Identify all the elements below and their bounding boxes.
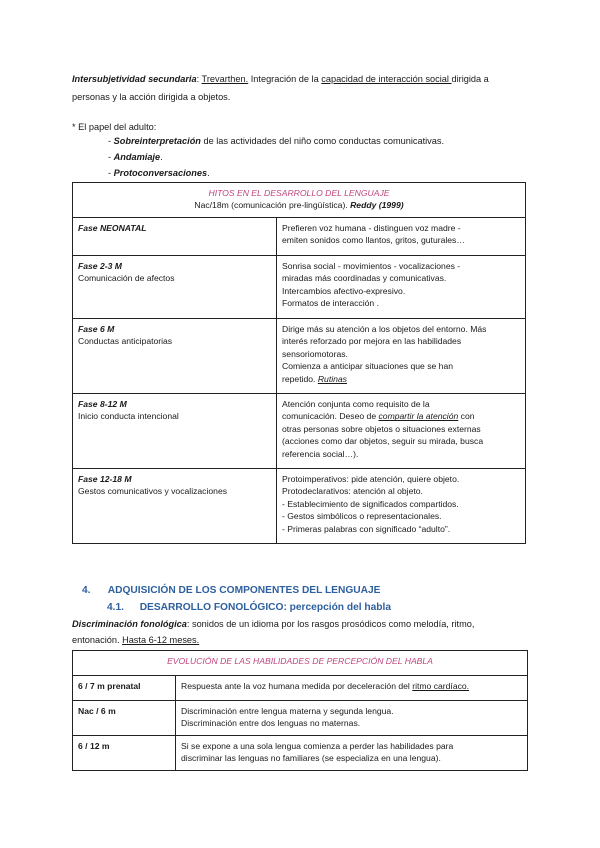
phase-label: Fase NEONATAL [78, 223, 147, 233]
phase-label: Fase 6 M [78, 324, 115, 334]
intro-term: Intersubjetividad secundaria [72, 74, 197, 84]
compartir-atencion: compartir la atención [378, 411, 459, 422]
intro-underlined: capacidad de interacción social [321, 74, 452, 84]
adult-role-heading: * El papel del adulto: [72, 122, 157, 132]
section-4-heading: 4. ADQUISICIÓN DE LOS COMPONENTES DEL LENGUAJE [82, 585, 381, 596]
intro-line2: personas y la acción dirigida a objetos. [72, 92, 231, 102]
phase-label: Fase 8-12 M [78, 399, 127, 409]
table-row: Fase 12-18 M Gestos comunicativos y vocalizaciones Protoimperativos: pide atención, quiere objeto. Protodeclarativos: atención al objeto. - Establecimiento de significados compartidos. - Gestos simbólicos o representacionales. - Primeras palabras con significado “adulto”. [73, 469, 526, 544]
age-label: 6 / 7 m prenatal [73, 676, 176, 701]
intro-author: Trevarthen. [201, 74, 249, 84]
table-row: 6 / 12 m Si se expone a una sola lengua comienza a perder las habilidades para discriminar las lenguas no familiares (se especializa en una lengua). [73, 736, 528, 771]
phase-label: Fase 2-3 M [78, 261, 122, 271]
adult-role-item-3: - Protoconversaciones. [108, 168, 210, 178]
phon-line2: entonación. Hasta 6-12 meses. [72, 635, 200, 645]
speech-perception-table [72, 650, 528, 771]
milestones-table-subtitle: Nac/18m (comunicación pre-lingüística). Reddy (1999) [194, 200, 404, 211]
table-row: Fase 8-12 M Inicio conducta intencional Atención conjunta como requisito de la comunicación. Deseo de compartir la atención con otras personas sobre objetos o situaciones externas (acciones como dar objetos, seguir su mirada, busca referencia social…). [73, 394, 526, 469]
intro-text1: Integración de la [250, 74, 322, 84]
phon-paragraph: Discriminación fonológica: sonidos de un idioma por los rasgos prosódicos como melodía, ritmo, [72, 619, 475, 629]
table-row: Nac / 6 m Discriminación entre lengua materna y segunda lengua. Discriminación entre dos lenguas no maternas. [73, 701, 528, 736]
age-label: 6 / 12 m [73, 736, 176, 771]
milestones-table [72, 182, 526, 544]
section-4-1-heading: 4.1. DESARROLLO FONOLÓGICO: percepción del habla [107, 602, 392, 613]
intro-paragraph: Intersubjetividad secundaria: Trevarthen. Integración de la capacidad de interacción social dirigida a [72, 74, 489, 84]
speech-perception-table-header [73, 651, 528, 676]
adult-role-item-2: - Andamiaje. [108, 152, 163, 162]
milestones-table-title: HITOS EN EL DESARROLLO DEL LENGUAJE [208, 188, 390, 198]
table-row: Fase 2-3 M Comunicación de afectos Sonrisa social - movimientos - vocalizaciones - miradas más coordinadas y comunicativas. Intercambios afectivo-expresivo. Formatos de interacción . [73, 256, 526, 319]
table-row: Fase NEONATAL Prefieren voz humana - distinguen voz madre - emiten sonidos como llantos, gritos, guturales… [73, 218, 526, 256]
phon-term: Discriminación fonológica [72, 619, 187, 629]
milestones-table-header [73, 183, 526, 218]
intro-text2: dirigida a [451, 74, 489, 84]
age-label: Nac / 6 m [73, 701, 176, 736]
table-row: 6 / 7 m prenatal Respuesta ante la voz humana medida por deceleración del ritmo cardíaco. [73, 676, 528, 701]
rutinas-link: Rutinas [317, 373, 347, 384]
phase-label: Fase 12-18 M [78, 474, 132, 484]
table-row: Fase 6 M Conductas anticipatorias Dirige más su atención a los objetos del entorno. Más interés reforzado por mejora en las habilidades sensoriomotoras. Comienza a anticipar situaciones que se han repetido. Rutinas [73, 319, 526, 394]
speech-perception-table-title: EVOLUCIÓN DE LAS HABILIDADES DE PERCEPCIÓN DEL HABLA [167, 656, 433, 666]
adult-role-item-1: - Sobreinterpretación de las actividades del niño como conductas comunicativas. [108, 136, 445, 146]
